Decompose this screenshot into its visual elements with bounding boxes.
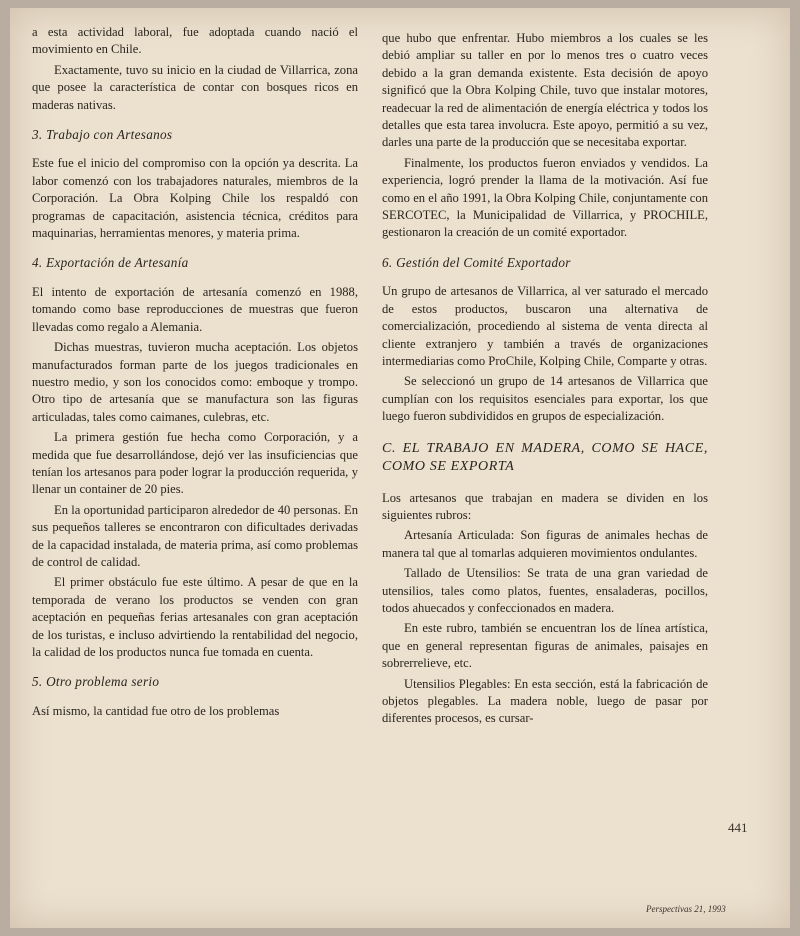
section-heading: 5. Otro problema serio — [32, 674, 160, 690]
paragraph: Los artesanos que trabajan en madera se dividen en los siguientes rubros: — [382, 490, 708, 522]
document-page — [10, 8, 790, 928]
paragraph: que hubo que enfrentar. Hubo miembros a los cuales se les debió ampliar su taller en por lo menos tres o cuatro veces debido a la gran demanda existente. Esta decisión de apoyo significó que la Obra Kolping Chile, tuvo que instalar motores, readecuar la red de alimentación de energía eléctrica y todos los detalles que esta tarea involucra. Este apoyo, permitió a su vez, darles una parte de la producción que se necesitaba exportar. — [382, 31, 708, 150]
paragraph: Exactamente, tuvo su inicio en la ciudad de Villarrica, zona que posee la característica de contar con bosques ricos en maderas nativas. — [32, 62, 358, 112]
paragraph: a esta actividad laboral, fue adoptada cuando nació el movimiento en Chile. — [32, 25, 358, 57]
paragraph: El intento de exportación de artesanía comenzó en 1988, tomando como base reproducciones de muestras que fueron llevadas como regalo a Alemania. — [32, 284, 358, 334]
paragraph: Así mismo, la cantidad fue otro de los problemas — [32, 703, 280, 718]
right-column — [382, 30, 708, 731]
page-number: 441 — [728, 820, 748, 835]
chapter-heading: C. EL TRABAJO EN MADERA, COMO SE HACE, COMO SE EXPORTA — [382, 440, 708, 474]
section-heading: 4. Exportación de Artesanía — [32, 255, 189, 271]
page-footer: Perspectivas 21, 1993 — [646, 904, 726, 914]
paragraph: Artesanía Articulada: Son figuras de animales hechas de manera tal que al tomarlas adquieren movimientos ondulantes. — [382, 528, 708, 560]
paragraph: En la oportunidad participaron alrededor de 40 personas. En sus pequeños talleres se encontraron con dificultades derivadas de la capacidad instalada, de materia prima, así como problemas de control de calidad. — [32, 502, 358, 569]
paragraph: Se seleccionó un grupo de 14 artesanos de Villarrica que cumplían con los requisitos esenciales para exportar, los que luego fueron subdivididos en grupos de especialización. — [382, 374, 708, 424]
paragraph: Tallado de Utensilios: Se trata de una gran variedad de utensilios, tales como platos, fuentes, ensaladeras, pocillos, todos ahuecados y confeccionados en madera. — [382, 566, 708, 615]
section-heading: 6. Gestión del Comité Exportador — [382, 254, 571, 270]
paragraph: Dichas muestras, tuvieron mucha aceptación. Los objetos manufacturados forman parte de los juegos tradicionales en nuestro medio, y son los conocidos como: emboque y trompo. Otro tipo de artesanía que se manufactura son las figuras articuladas, tales como caimanes, culebras, etc. — [32, 340, 358, 424]
paragraph: La primera gestión fue hecha como Corporación, y a medida que fue desarrollándose, dejó ver las insuficiencias que tenían los artesanos para poder lograr la producción requerida, y llenar un container de 20 pies. — [32, 430, 358, 497]
paragraph: Finalmente, los productos fueron enviados y vendidos. La experiencia, logró prender la llama de la motivación. Así fue como en el año 1991, la Obra Kolping Chile, conjuntamente con SERCOTEC, la Municipalidad de Villarrica, y PROCHILE, gestionaron la creación de un comité exportador. — [382, 155, 708, 240]
paragraph: Utensilios Plegables: En esta sección, está la fabricación de objetos plegables. La madera noble, luego de pasar por diferentes procesos, es cursar- — [382, 676, 708, 726]
paragraph: Este fue el inicio del compromiso con la opción ya descrita. La labor comenzó con los trabajadores naturales, miembros de la Corporación. La Obra Kolping Chile los respaldó con programas de capacitación, asistencia técnica, créditos para maquinarias, herramientas menores, y materia prima. — [32, 156, 358, 241]
section-heading: 3. Trabajo con Artesanos — [32, 127, 173, 143]
paragraph: El primer obstáculo fue este último. A pesar de que en la temporada de verano los productos se venden con gran aceptación en pequeñas ferias artesanales con gran aceptación de los turistas, e incluso advirtiendo la rentabilidad del negocio, la calidad de los productos nunca fue tomada en cuenta. — [32, 575, 358, 659]
paragraph: Un grupo de artesanos de Villarrica, al ver saturado el mercado de estos productos, buscaron una alternativa de comercialización, procediendo al sistema de venta directa al cliente extranjero y también a través de organizaciones intermediarias como ProChile, Kolping Chile, Comparte y otras. — [382, 284, 708, 368]
left-column — [32, 24, 358, 723]
paragraph: En este rubro, también se encuentran los de línea artística, que en general representan figuras de animales, paisajes en sobrerrelieve, etc. — [382, 621, 708, 671]
